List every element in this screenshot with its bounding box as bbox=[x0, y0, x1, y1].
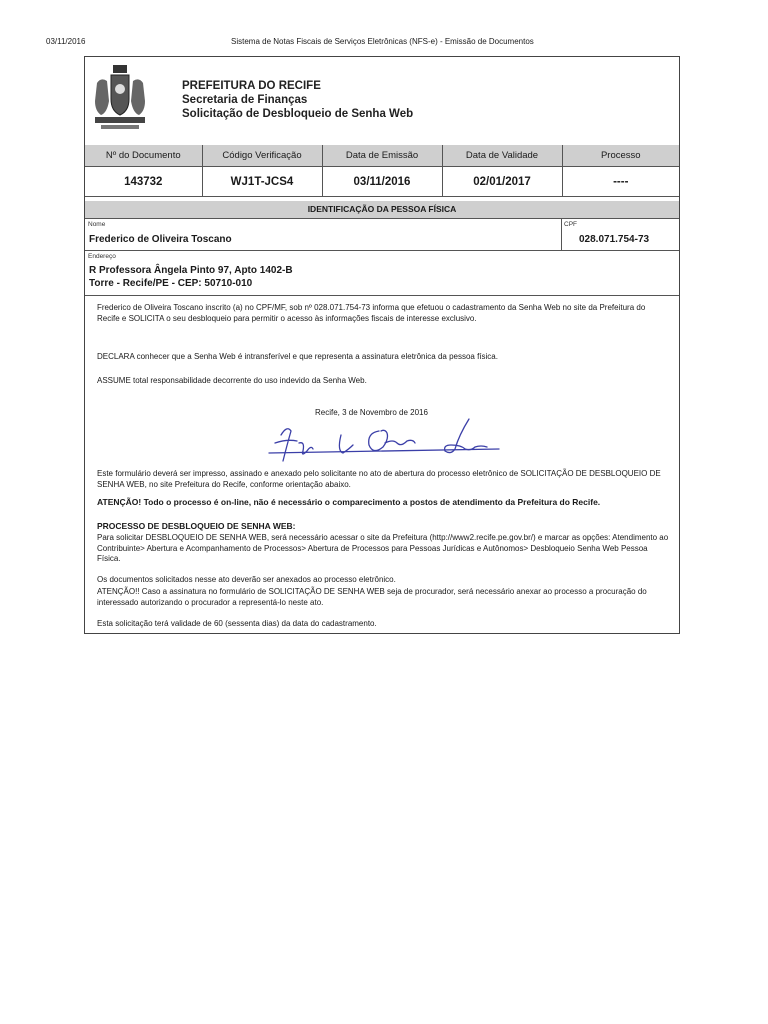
print-date: 03/11/2016 bbox=[46, 37, 86, 46]
declaration-paragraph: DECLARA conhecer que a Senha Web é intransferível e que representa a assinatura eletrônica da pessoa física. bbox=[97, 352, 498, 361]
verification-code: WJ1T-JCS4 bbox=[202, 167, 322, 197]
address-line-2: Torre - Recife/PE - CEP: 50710-010 bbox=[89, 278, 253, 289]
coat-of-arms-icon bbox=[91, 63, 149, 133]
responsibility-paragraph: ASSUME total responsabilidade decorrente do uso indevido da Senha Web. bbox=[97, 376, 367, 385]
header-issue-date: Data de Emissão bbox=[322, 145, 442, 167]
attachments-paragraph: Os documentos solicitados nesse ato deverão ser anexados ao processo eletrônico. bbox=[97, 575, 396, 583]
process-heading: PROCESSO DE DESBLOQUEIO DE SENHA WEB: bbox=[97, 521, 296, 531]
proxy-notice: ATENÇÃO!! Caso a assinatura no formulário de SOLICITAÇÃO DE SENHA WEB seja de procurador, será necessário anexar ao processo a procuração do interessado autorizando o procurador a representá-lo neste ato. bbox=[97, 587, 647, 607]
organization-header bbox=[85, 57, 679, 146]
system-title: Sistema de Notas Fiscais de Serviços Eletrônicas (NFS-e) - Emissão de Documentos bbox=[231, 37, 534, 46]
validity-note: Esta solicitação terá validade de 60 (sessenta dias) da data do cadastramento. bbox=[97, 619, 377, 628]
header-process: Processo bbox=[562, 145, 679, 167]
section-title: IDENTIFICAÇÃO DA PESSOA FÍSICA bbox=[85, 201, 679, 219]
document-info-table bbox=[85, 145, 679, 197]
unlock-request-form bbox=[84, 56, 680, 634]
place-date: Recife, 3 de Novembro de 2016 bbox=[315, 408, 428, 417]
name-cpf-row bbox=[85, 219, 679, 251]
process-steps-paragraph: Para solicitar DESBLOQUEIO DE SENHA WEB, será necessário acessar o site da Prefeitura (http://www2.recife.pe.gov.br/) e marcar as opções: Atendimento ao Contribuinte> Abertura e Acompanhamento de Processos> Abertura de Processos para Pessoas Jurídicas e Autônomos> Desbloqueio Senha Web Pessoa Física. bbox=[97, 533, 669, 563]
handwritten-signature bbox=[267, 413, 507, 473]
address-label: Endereço bbox=[88, 253, 116, 260]
cpf-label: CPF bbox=[564, 221, 577, 228]
header-verification-code: Código Verificação bbox=[202, 145, 322, 167]
name-label: Nome bbox=[88, 221, 106, 228]
document-number: 143732 bbox=[85, 167, 202, 197]
person-name: Frederico de Oliveira Toscano bbox=[89, 234, 232, 245]
header-validity-date: Data de Validade bbox=[442, 145, 562, 167]
address-line-1: R Professora Ângela Pinto 97, Apto 1402-B bbox=[89, 265, 293, 276]
issue-date: 03/11/2016 bbox=[322, 167, 442, 197]
org-name: PREFEITURA DO RECIFE bbox=[182, 80, 321, 92]
attention-notice: ATENÇÃO! Todo o processo é on-line, não é necessário o comparecimento a postos de atendimento da Prefeitura do Recife. bbox=[97, 497, 601, 507]
request-paragraph: Frederico de Oliveira Toscano inscrito (a) no CPF/MF, sob nº 028.071.754-73 informa que efetuou o cadastramento da Senha Web no site da Prefeitura do Recife e SOLICITA o seu desbloqueio para permitir o acesso às informações fiscais de interesse exclusivo. bbox=[97, 303, 646, 323]
address-row bbox=[85, 251, 679, 296]
process-number: ---- bbox=[562, 167, 679, 197]
header-document-number: Nº do Documento bbox=[85, 145, 202, 167]
cpf-cell bbox=[562, 219, 679, 250]
validity-date: 02/01/2017 bbox=[442, 167, 562, 197]
name-cell bbox=[85, 219, 562, 250]
person-cpf: 028.071.754-73 bbox=[579, 234, 650, 245]
instruction-paragraph: Este formulário deverá ser impresso, assinado e anexado pelo solicitante no ato de abertura do processo eletrônico de SOLICITAÇÃO DE DESBLOQUEIO DE SENHA WEB, no site Prefeitura do Recife, conforme orientação abaixo. bbox=[97, 469, 661, 489]
org-department: Secretaria de Finanças bbox=[182, 94, 308, 106]
form-title: Solicitação de Desbloqueio de Senha Web bbox=[182, 108, 414, 120]
